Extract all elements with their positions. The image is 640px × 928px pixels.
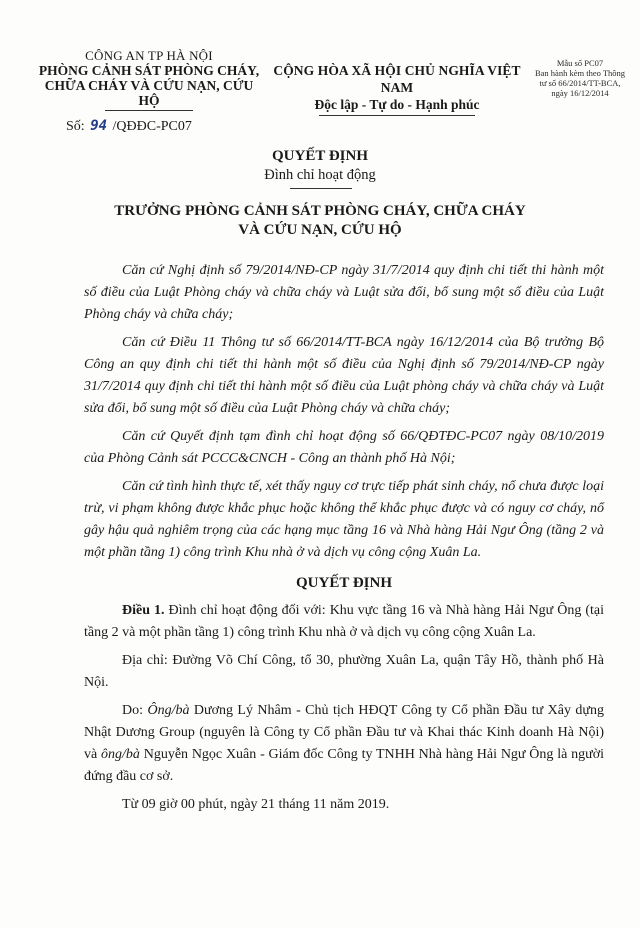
issuing-authority [100,202,540,240]
doc-number-label: Số: [66,119,85,134]
document-title: QUYẾT ĐỊNH [272,148,368,164]
authority-line1: TRƯỞNG PHÒNG CẢNH SÁT PHÒNG CHÁY, CHỮA CHÁY [114,203,526,219]
legal-basis-4: Căn cứ tình hình thực tế, xét thấy nguy cơ trực tiếp phát sinh cháy, nổ chưa được loại trừ, vi phạm không được khắc phục hoặc không thể khắc phục được và có nguy cơ cháy, nổ gây hậu quả nghiêm trọng của các hạng mục tầng 16 và Nhà hàng Hải Ngư Ông (tầng 2 và một phần tầng 1) công trình Khu nhà ở và dịch vụ công cộng Xuân La. [84,479,604,560]
nation-title: CỘNG HÒA XÃ HỘI CHỦ NGHĨA VIỆT NAM [273,63,521,95]
motto-underline [319,115,475,116]
responsible-persons [84,700,604,788]
legal-basis-2: Căn cứ Điều 11 Thông tư số 66/2014/TT-BCA ngày 16/12/2014 của Bộ trưởng Bộ Công an quy định chi tiết thi hành một số điều của Nghị định số 79/2014/NĐ-CP ngày 31/7/2014 quy định chi tiết thi hành một số điều của Luật phòng cháy và chữa cháy và Luật sửa đổi, bổ sung một số điều của Luật Phòng cháy và chữa cháy; [84,335,604,416]
form-note-line1: Mẫu số PC07 [556,58,604,68]
form-note-line3: tư số 66/2014/TT-BCA, [539,78,621,88]
legal-basis-3: Căn cứ Quyết định tạm đình chỉ hoạt động số 66/QĐTĐC-PC07 ngày 08/10/2019 của Phòng Cảnh sát PCCC&CNCH - Công an thành phố Hà Nội; [84,429,604,466]
by-text-2: Nguyễn Ngọc Xuân - Giám đốc Công ty TNHH Nhà hàng Hải Ngư Ông là người đứng đầu cơ sở. [84,747,604,784]
ong-ba-2: ông/bà [101,747,140,762]
legal-basis-1: Căn cứ Nghị định số 79/2014/NĐ-CP ngày 31/7/2014 quy định chi tiết thi hành một số điều của Luật Phòng cháy và chữa cháy và Luật sửa đổi, bổ sung một số điều của Luật Phòng cháy và chữa cháy; [84,263,604,322]
subtitle-underline [290,188,352,189]
agency-unit-line2: CHỮA CHÁY VÀ CỨU NẠN, CỨU HỘ [44,78,254,108]
address: Địa chỉ: Đường Võ Chí Công, tổ 30, phường Xuân La, quận Tây Hồ, thành phố Hà Nội. [84,653,604,690]
effective-time: Từ 09 giờ 00 phút, ngày 21 tháng 11 năm 2019. [122,797,390,812]
nation-motto: Độc lập - Tự do - Hạnh phúc [314,97,480,112]
agency-unit-line1: PHÒNG CẢNH SÁT PHÒNG CHÁY, [38,63,260,78]
article-1-text: Đình chỉ hoạt động đối với: Khu vực tầng 16 và Nhà hàng Hải Ngư Ông (tại tầng 2 và một phần tầng 1) công trình Khu nhà ở và dịch vụ công cộng Xuân La. [84,603,605,640]
decision-heading: QUYẾT ĐỊNH [296,575,392,591]
by-label: Do: [122,703,148,718]
article-1-label: Điều 1. [122,603,165,618]
form-note [532,58,628,98]
issuing-agency [34,48,264,111]
article-1 [84,600,604,644]
doc-number-handwritten: 94 [90,118,108,134]
agency-parent: CÔNG AN TP HÀ NỘI [85,48,213,63]
doc-number-suffix: /QĐĐC-PC07 [112,119,192,134]
authority-line2: VÀ CỨU NẠN, CỨU HỘ [238,222,402,238]
ong-ba-1: Ông/bà [147,703,190,718]
form-note-line4: ngày 16/12/2014 [551,88,609,98]
agency-underline [105,110,193,111]
by-text-1: Dương Lý Nhâm - Chủ tịch HĐQT Công ty Cổ phần Đầu tư Xây dựng Nhật Dương Group (nguyên là Công ty Cổ phần Đầu tư và Khai thác Kinh doanh Hà Nội) và [84,703,605,762]
document-body [84,260,604,822]
form-note-line2: Ban hành kèm theo Thông [534,68,626,78]
national-header [262,62,532,116]
document-subtitle: Đình chỉ hoạt động [264,167,376,183]
document-number [66,118,192,135]
